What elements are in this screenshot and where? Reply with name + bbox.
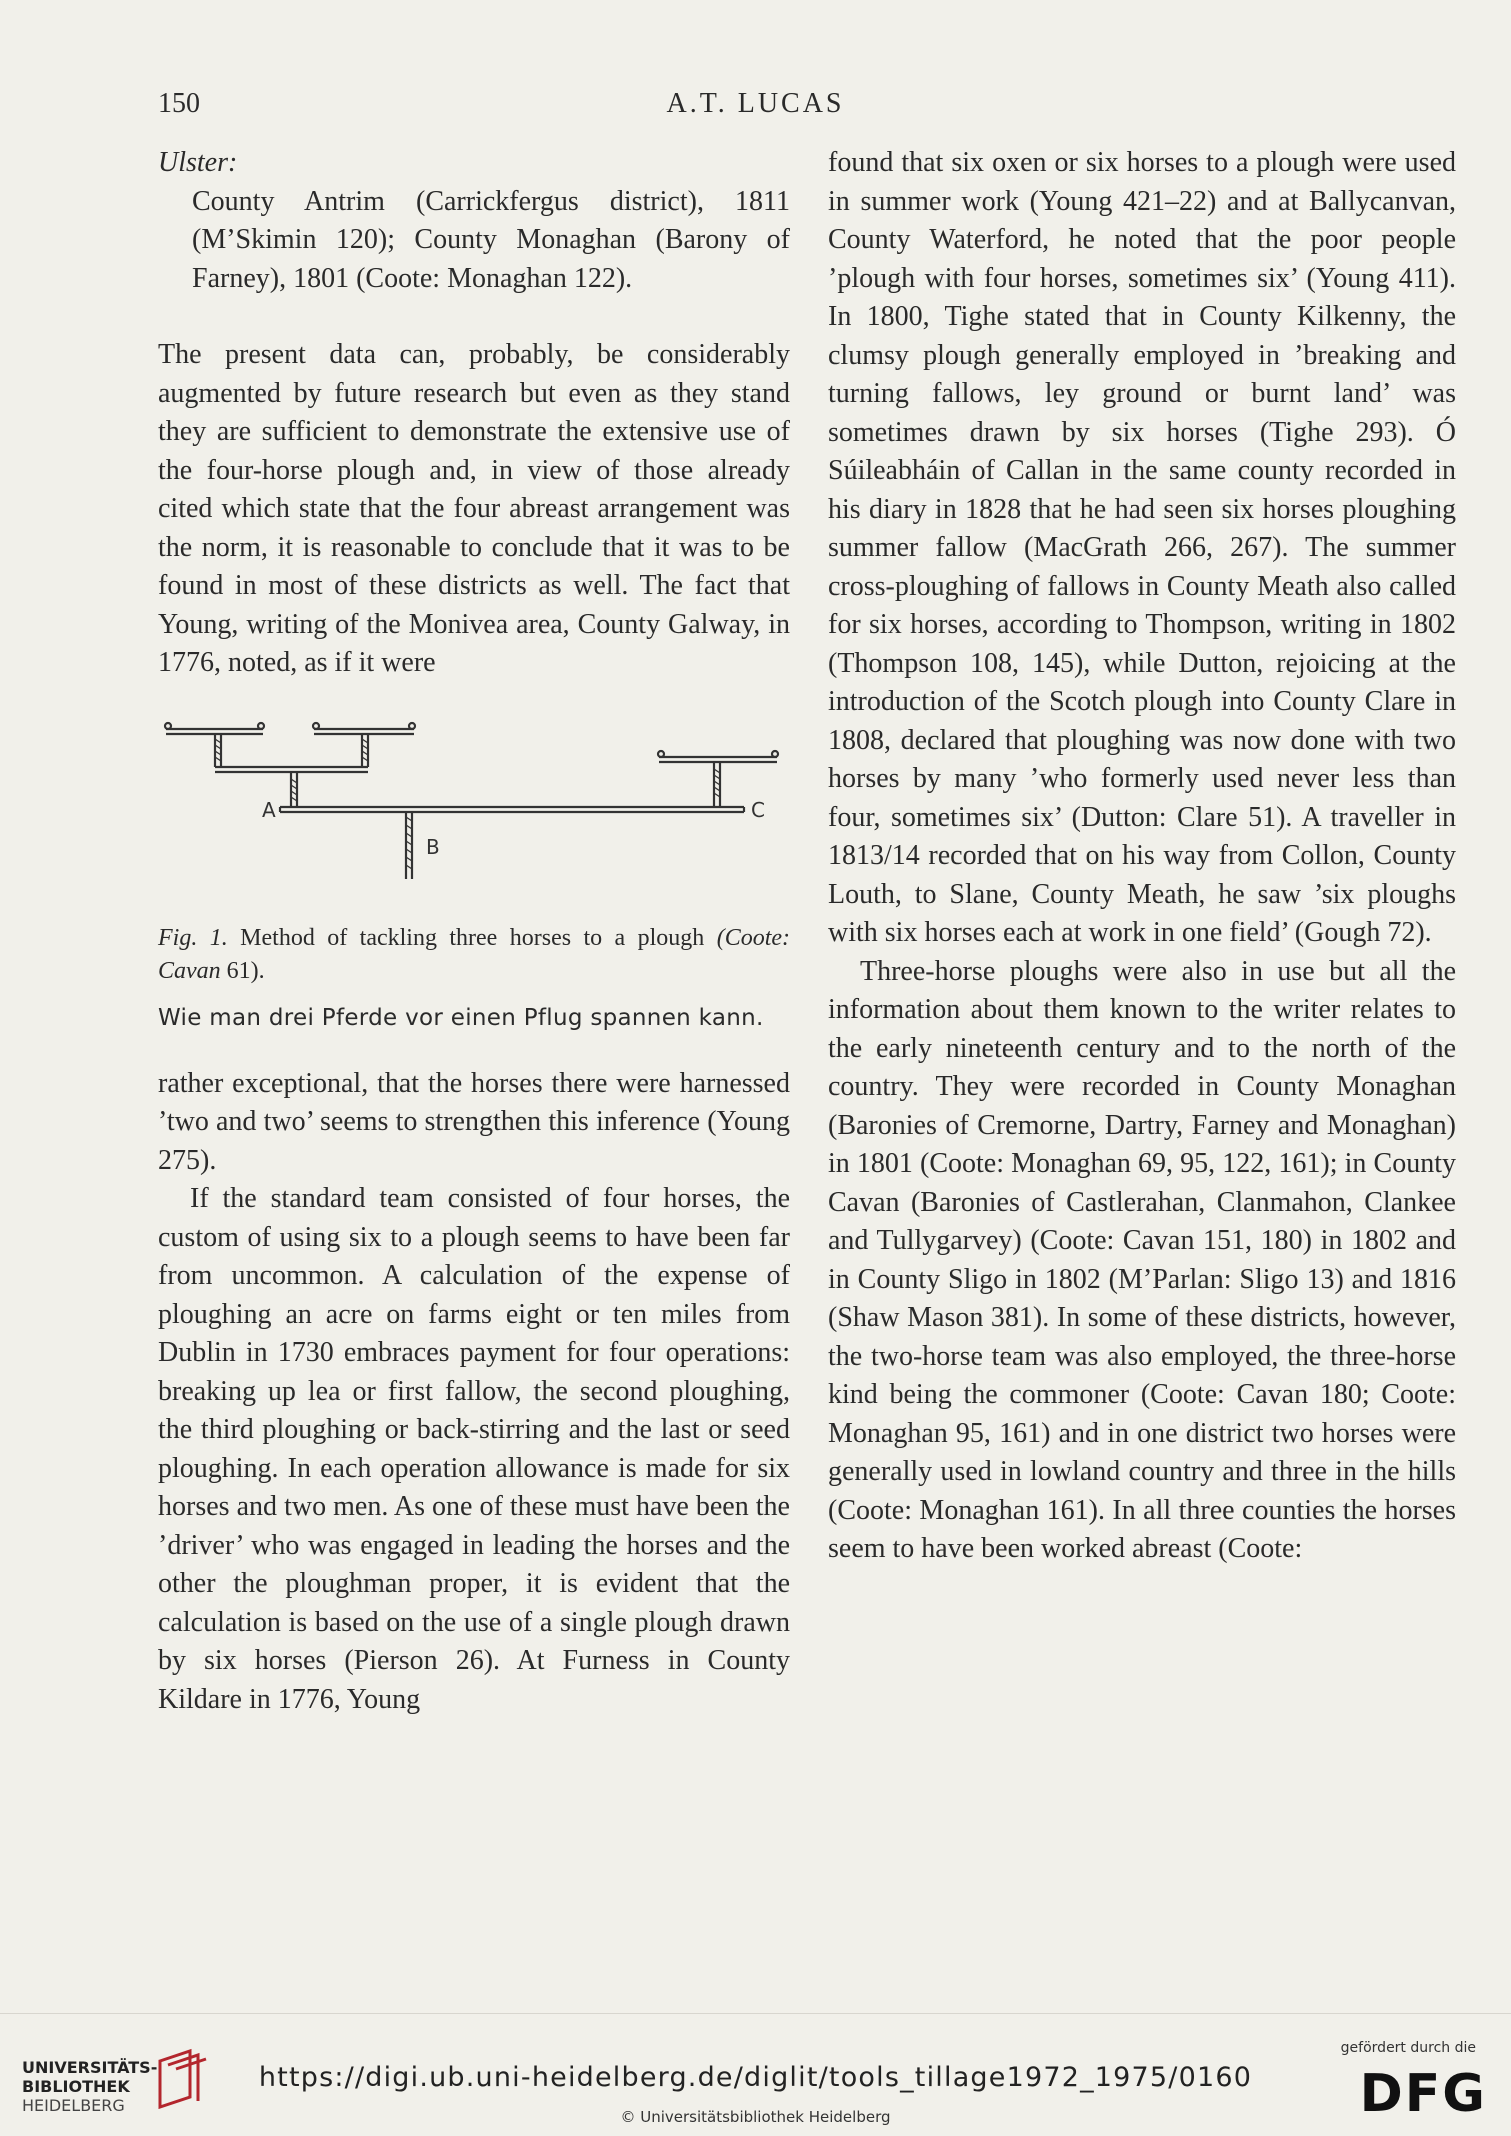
list-entry: County Antrim (Carrickfergus district), 1811 (M’Skimin 120); County Monaghan (Barony of Farney), 1801 (Coote: Monaghan 122). (192, 185, 790, 294)
right-column (828, 144, 1456, 1569)
figure-source: (Coote: Cavan (158, 924, 791, 984)
figure-label: Fig. 1. (158, 924, 228, 951)
permalink-url[interactable]: https://digi.ub.uni-heidelberg.de/diglit/tools_tillage1972_1975/0160 (258, 2062, 1253, 2093)
body-paragraph: rather exceptional, that the horses there were harnessed ’two and two’ seems to strengthen this inference (Young 275). (158, 1067, 790, 1176)
body-paragraph: Three-horse ploughs were also in use but all the information about them known to the writer relates to the early nineteenth century and to the north of the country. They were recorded in County Monaghan (Baronies of Cremorne, Dartry, Farney and Monaghan) in 1801 (Coote: Monaghan 69, 95, 122, 161); in County Cavan (Baronies of Castlerahan, Clanmahon, Clankee and Tullygarvey) (Coote: Cavan 151, 180) in 1802 and in County Sligo in 1802 (M’Parlan: Sligo 13) and 1816 (Shaw Mason 381). In some of these districts, however, the two-horse team was also employed, the three-horse kind being the commoner (Coote: Cavan 180; Coote: Monaghan 95, 161) and in one district two horses were generally used in lowland country and three in the hills (Coote: Monaghan 161). In all three counties the horses seem to have been worked abreast (Coote: (828, 955, 1456, 1564)
label-c: C (751, 797, 765, 822)
library-name-line: HEIDELBERG (22, 2096, 125, 2115)
funding-note: gefördert durch die (1340, 2040, 1476, 2056)
label-b: B (426, 834, 440, 859)
library-name-line: UNIVERSITÄTS- (22, 2058, 158, 2077)
figure-caption-text: Method of tackling three horses to a plough (240, 924, 705, 951)
figure-source-page: 61). (226, 957, 265, 984)
figure-caption (158, 922, 790, 988)
library-name-line: BIBLIOTHEK (22, 2077, 130, 2096)
figure-caption-german: Wie man drei Pferde vor einen Pflug spannen kann. (158, 1004, 764, 1031)
harness-diagram (158, 719, 790, 904)
copyright-notice: © Universitätsbibliothek Heidelberg (620, 2108, 891, 2126)
figure (158, 719, 790, 1035)
page-number: 150 (158, 88, 200, 119)
running-head: A.T. LUCAS (666, 88, 845, 119)
body-paragraph: If the standard team consisted of four horses, the custom of using six to a plough seems to have been far from uncommon. A calculation of the expense of ploughing an acre on farms eight or ten miles from Dublin in 1730 embraces payment for four operations: breaking up lea or first fallow, the second ploughing, the third ploughing or back-stirring and the last or seed ploughing. In each operation allowance is made for six horses and two men. As one of these must have been the ’driver’ who was engaged in leading the horses and the other the ploughman proper, it is evident that the calculation is based on the use of a single plough drawn by six horses (Pierson 26). At Furness in County Kildare in 1776, Young (158, 1183, 790, 1715)
body-paragraph: found that six oxen or six horses to a plough were used in summer work (Young 421–22) and at Ballycanvan, County Waterford, he noted that the poor people ’plough with four horses, sometimes six’ (Young 411). In 1800, Tighe stated that in County Kilkenny, the clumsy plough generally employed in ’breaking and turning fallows, ley ground or burnt land’ was sometimes drawn by six horses (Tighe 293). Ó Súileabháin of Callan in the same county recorded in his diary in 1828 that he had seen six horses ploughing summer fallow (MacGrath 266, 267). The summer cross-ploughing of fallows in County Meath also called for six horses, according to Thompson, writing in 1802 (Thompson 108, 145), while Dutton, rejoicing at the introduction of the Scotch plough into County Clare in 1808, declared that ploughing was now done with two horses by many ’who formerly used never less than four, sometimes six’ (Dutton: Clare 51). A traveller in 1813/14 recorded that on his way from Collon, County Louth, to Slane, County Meath, he saw ’six ploughs with six horses each at work in one field’ (Gough 72). (828, 147, 1456, 948)
left-column (158, 144, 790, 1719)
footer-bar (0, 2013, 1511, 2136)
dfg-logo: DFG (1359, 2064, 1487, 2124)
label-a: A (262, 797, 276, 822)
region-label: Ulster: (158, 147, 238, 178)
body-paragraph: The present data can, probably, be considerably augmented by future research but even as they stand they are sufficient to demonstrate the extensive use of the four-horse plough and, in view of those already cited which state that the four abreast arrangement was the norm, it is reasonable to conclude that it was to be found in most of these districts as well. The fact that Young, writing of the Monivea area, County Galway, in 1776, noted, as if it were (158, 339, 790, 678)
